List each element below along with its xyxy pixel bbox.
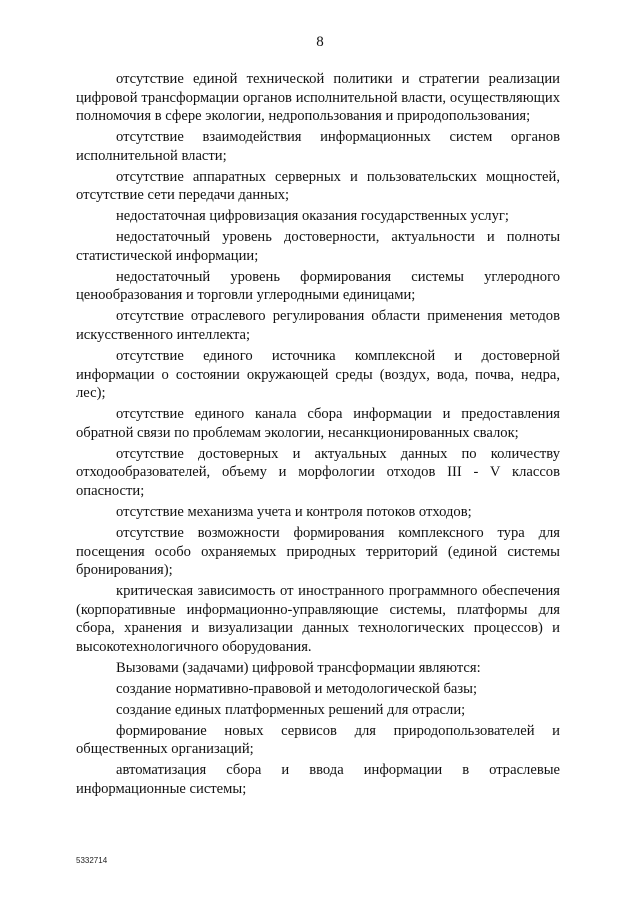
paragraph: недостаточный уровень формирования системы углеродного ценообразования и торговли углеродными единицами; <box>76 268 560 304</box>
paragraph: отсутствие отраслевого регулирования области применения методов искусственного интеллекта; <box>76 308 560 344</box>
paragraph: создание нормативно-правовой и методологической базы; <box>116 680 478 697</box>
paragraph: критическая зависимость от иностранного программного обеспечения (корпоративные информационно-управляющие системы, платформы для сбора, хранения и визуализации данных технологических процессов) и высокотехнологичного оборудования. <box>76 583 560 655</box>
paragraph: автоматизация сбора и ввода информации в отраслевые информационные системы; <box>76 762 560 798</box>
paragraph: отсутствие аппаратных серверных и пользовательских мощностей, отсутствие сети передачи данных; <box>76 168 560 204</box>
paragraph: недостаточная цифровизация оказания государственных услуг; <box>116 208 509 225</box>
page-number: 8 <box>316 34 324 50</box>
document-body <box>76 70 560 801</box>
paragraph: создание единых платформенных решений для отрасли; <box>116 701 466 718</box>
paragraph: отсутствие взаимодействия информационных систем органов исполнительной власти; <box>76 129 560 164</box>
paragraph: отсутствие достоверных и актуальных данных по количеству отходообразователей, объему и морфологии отходов III - V классов опасности; <box>76 445 560 499</box>
paragraph: отсутствие возможности формирования комплексного тура для посещения особо охраняемых природных территорий (единой системы бронирования); <box>76 524 560 579</box>
paragraph: отсутствие единого канала сбора информации и предоставления обратной связи по проблемам экологии, несанкционированных свалок; <box>76 406 560 441</box>
paragraph: отсутствие единой технической политики и стратегии реализации цифровой трансформации органов исполнительной власти, осуществляющих полномочия в сфере экологии, недропользования и природопользования; <box>76 71 560 125</box>
paragraph: отсутствие механизма учета и контроля потоков отходов; <box>116 503 472 520</box>
paragraph: недостаточный уровень достоверности, актуальности и полноты статистической информации; <box>76 229 560 264</box>
paragraph: формирование новых сервисов для природопользователей и общественных организаций; <box>76 722 560 758</box>
paragraph: Вызовами (задачами) цифровой трансформации являются: <box>116 659 481 676</box>
paragraph: отсутствие единого источника комплексной и достоверной информации о состоянии окружающей среды (воздух, вода, почва, недра, лес); <box>76 348 560 402</box>
document-code: 5332714 <box>76 856 108 865</box>
